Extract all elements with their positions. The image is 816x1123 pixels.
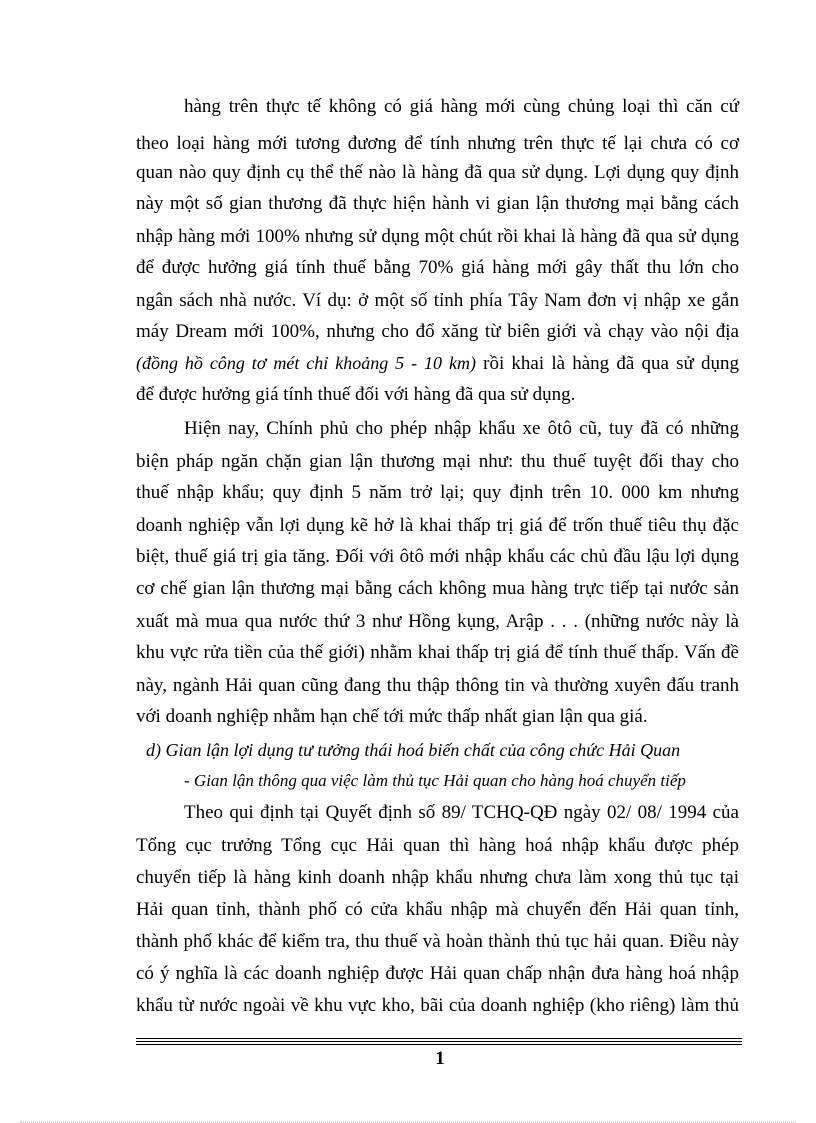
footer-rule-bottom	[136, 1044, 742, 1045]
paragraph-2-line-2: biện pháp ngăn chặn gian lận thương mại như: thu thuế tuyệt đối thay cho	[136, 451, 739, 472]
footer-rule-top	[136, 1038, 742, 1039]
paragraph-2-line-4: doanh nghiệp vẫn lợi dụng kẽ hở là khai thấp trị giá để trốn thuế tiêu thụ đặc	[136, 515, 739, 536]
paragraph-1-line-6: để được hưởng giá tính thuế bằng 70% giá hàng mới gây thất thu lớn cho	[136, 257, 739, 278]
paragraph-2-line-7: xuất mà mua qua nước thứ 3 như Hồng kụng, Arập . . . (những nước này là	[136, 611, 739, 632]
paragraph-1-line-1: hàng trên thực tế không có giá hàng mới cùng chủng loại thì căn cứ	[184, 96, 739, 117]
paragraph-1-line-4: này một số gian thương đã thực hiện hành vi gian lận thương mại bằng cách	[136, 193, 739, 214]
paragraph-1-line-8: máy Dream mới 100%, nhưng cho đổ xăng từ biên giới và chạy vào nội địa	[136, 321, 739, 342]
paragraph-3-line-4: Hải quan tỉnh, thành phố có cửa khẩu nhập mà chuyển đến Hải quan tỉnh,	[136, 899, 739, 920]
paragraph-1-line-10: để được hưởng giá tính thuế đối với hàng đã qua sử dụng.	[136, 384, 576, 405]
footer-rule-middle	[136, 1041, 742, 1042]
paragraph-1-line-2: theo loại hàng mới tương đương để tính nhưng trên thực tế lại chưa có cơ	[136, 133, 739, 154]
paragraph-3-line-3: chuyển tiếp là hàng kinh doanh nhập khẩu nhưng chưa làm xong thủ tục tại	[136, 867, 739, 888]
subheading-d: d) Gian lận lợi dụng tư tưởng thái hoá biến chất của công chức Hải Quan	[146, 740, 681, 760]
paragraph-2-line-9: này, ngành Hải quan cũng đang thu thập thông tin và thường xuyên đấu tranh	[136, 675, 739, 696]
subheading-dash: - Gian lận thông qua việc làm thủ tục Hải quan cho hàng hoá chuyển tiếp	[184, 771, 686, 790]
paragraph-3-line-5: thành phố khác để kiểm tra, thu thuế và hoàn thành thủ tục hải quan. Điều này	[136, 931, 739, 952]
paragraph-1-line-7: ngân sách nhà nước. Ví dụ: ở một số tỉnh phía Tây Nam đơn vị nhập xe gắn	[136, 290, 739, 311]
paragraph-3-line-7: khẩu từ nước ngoài về khu vực kho, bãi của doanh nghiệp (kho riêng) làm thủ	[136, 995, 739, 1016]
paragraph-1-italic-note: (đồng hồ công tơ mét chỉ khoảng 5 - 10 km)	[136, 353, 476, 373]
page-number: 1	[435, 1048, 445, 1069]
paragraph-3-line-1: Theo qui định tại Quyết định số 89/ TCHQ-QĐ ngày 02/ 08/ 1994 của	[184, 802, 739, 823]
paragraph-2-line-6: cơ chế gian lận thương mại bằng cách không mua hàng trực tiếp tại nước sản	[136, 578, 739, 599]
paragraph-1-line-3: quan nào quy định cụ thể thế nào là hàng đã qua sử dụng. Lợi dụng quy định	[136, 162, 739, 183]
paragraph-1-line-5: nhập hàng mới 100% nhưng sử dụng một chút rồi khai là hàng đã qua sử dụng	[136, 226, 739, 247]
paragraph-2-line-10: với doanh nghiệp nhằm hạn chế tới mức thấp nhất gian lận qua giá.	[136, 706, 648, 727]
paragraph-3-line-2: Tổng cục trưởng Tổng cục Hải quan thì hàng hoá nhập khẩu được phép	[136, 835, 739, 856]
paragraph-2-line-5: biệt, thuế giá trị gia tăng. Đối với ôtô mới nhập khẩu các chủ đầu lậu lợi dụng	[136, 546, 739, 567]
paragraph-1-italic-tail: rồi khai là hàng đã qua sử dụng	[475, 353, 739, 374]
paragraph-2-line-1: Hiện nay, Chính phủ cho phép nhập khẩu xe ôtô cũ, tuy đã có những	[184, 418, 739, 439]
paragraph-1-line-9	[136, 346, 739, 380]
paragraph-3-line-6: có ý nghĩa là các doanh nghiệp được Hải quan chấp nhận đưa hàng hoá nhập	[136, 963, 739, 984]
paragraph-2-line-3: thuế nhập khẩu; quy định 5 năm trở lại; quy định trên 10. 000 km nhưng	[136, 482, 739, 503]
paragraph-2-line-8: khu vực rửa tiền của thế giới) nhằm khai thấp trị giá để tính thuế thấp. Vấn đề	[136, 642, 739, 663]
